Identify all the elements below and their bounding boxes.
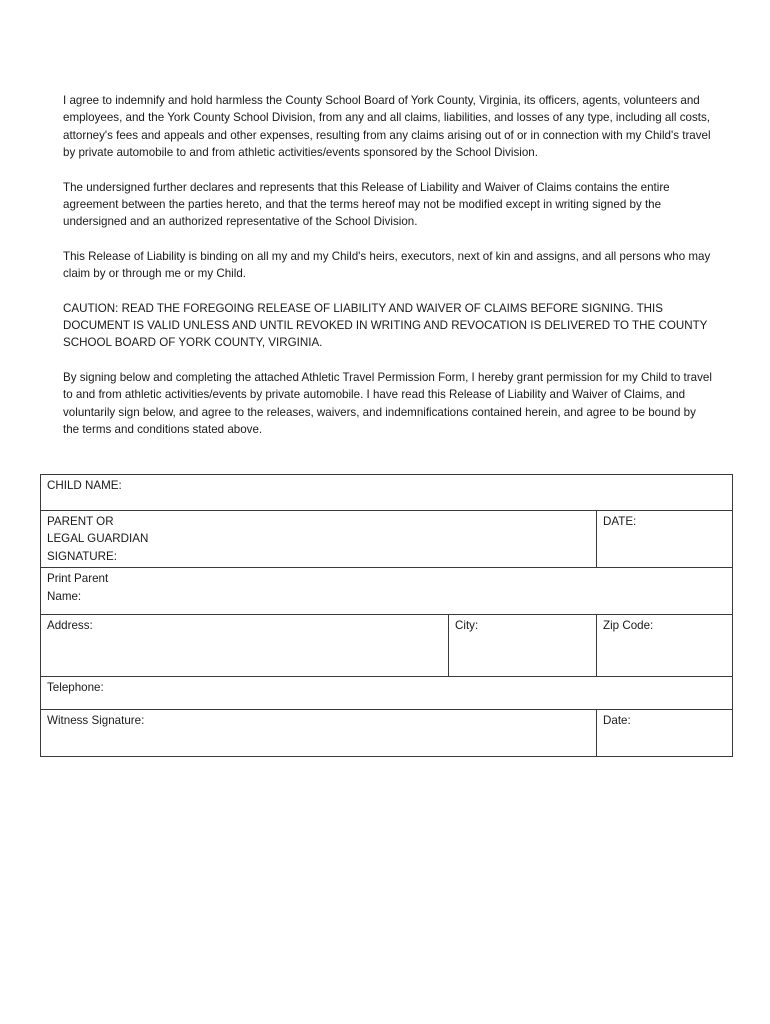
caution-paragraph: CAUTION: READ THE FOREGOING RELEASE OF LIABILITY AND WAIVER OF CLAIMS BEFORE SIGNING. THIS DOCUMENT IS VALID UNLESS AND UNTIL REVOKED IN WRITING AND REVOCATION IS DELIVERED TO THE COUNTY SCHOOL BOARD OF YORK COUNTY, VIRGINIA. (63, 301, 708, 350)
city-label: City: (455, 619, 479, 633)
indemnify-paragraph: I agree to indemnify and hold harmless the County School Board of York County, Virginia, its officers, agents, volunteers and employees, and the York County School Division, from any and all claims, liabilities, and losses of any type, including all costs, attorney's fees and appeals and other expenses, resulting from any claims arising out of or in connection with my Child's travel by private automobile to and from athletic activities/events sponsored by the School Division. (63, 94, 711, 160)
telephone-label: Telephone: (47, 681, 104, 695)
entire-agreement-paragraph: The undersigned further declares and represents that this Release of Liability and Waiver of Claims contains the entire agreement between the parties hereto, and that the terms hereof may not be modified except in writing signed by the undersigned and an authorized representative of the School Division. (63, 180, 670, 229)
print-parent-name-label: Print Parent Name: (47, 572, 109, 603)
witness-signature-field[interactable] (41, 710, 597, 757)
witness-signature-label: Witness Signature: (47, 714, 145, 728)
date-field[interactable] (597, 511, 733, 568)
binding-paragraph: This Release of Liability is binding on all my and my Child's heirs, executors, next of kin and assigns, and all persons who may claim by or through me or my Child. (63, 249, 711, 281)
parent-signature-field[interactable] (41, 511, 597, 568)
date-label: DATE: (603, 515, 637, 528)
child-name-field[interactable] (41, 475, 733, 511)
witness-date-field[interactable] (597, 710, 733, 757)
parent-signature-label: PARENT OR LEGAL GUARDIAN SIGNATURE: (47, 515, 149, 563)
signature-form (40, 474, 733, 757)
print-parent-name-field[interactable] (41, 568, 733, 615)
address-label: Address: (47, 619, 93, 633)
telephone-field[interactable] (41, 677, 733, 710)
zip-code-field[interactable] (597, 615, 733, 677)
address-field[interactable] (41, 615, 449, 677)
permission-paragraph: By signing below and completing the attached Athletic Travel Permission Form, I hereby grant permission for my Child to travel to and from athletic activities/events by private automobile. I have read this Release of Liability and Waiver of Claims, and voluntarily sign below, and agree to the releases, waivers, and indemnifications contained herein, and agree to be bound by the terms and conditions stated above. (63, 370, 712, 437)
zip-code-label: Zip Code: (603, 619, 654, 633)
child-name-label: CHILD NAME: (47, 479, 122, 492)
release-text (63, 92, 713, 456)
witness-date-label: Date: (603, 714, 631, 728)
city-field[interactable] (449, 615, 597, 677)
